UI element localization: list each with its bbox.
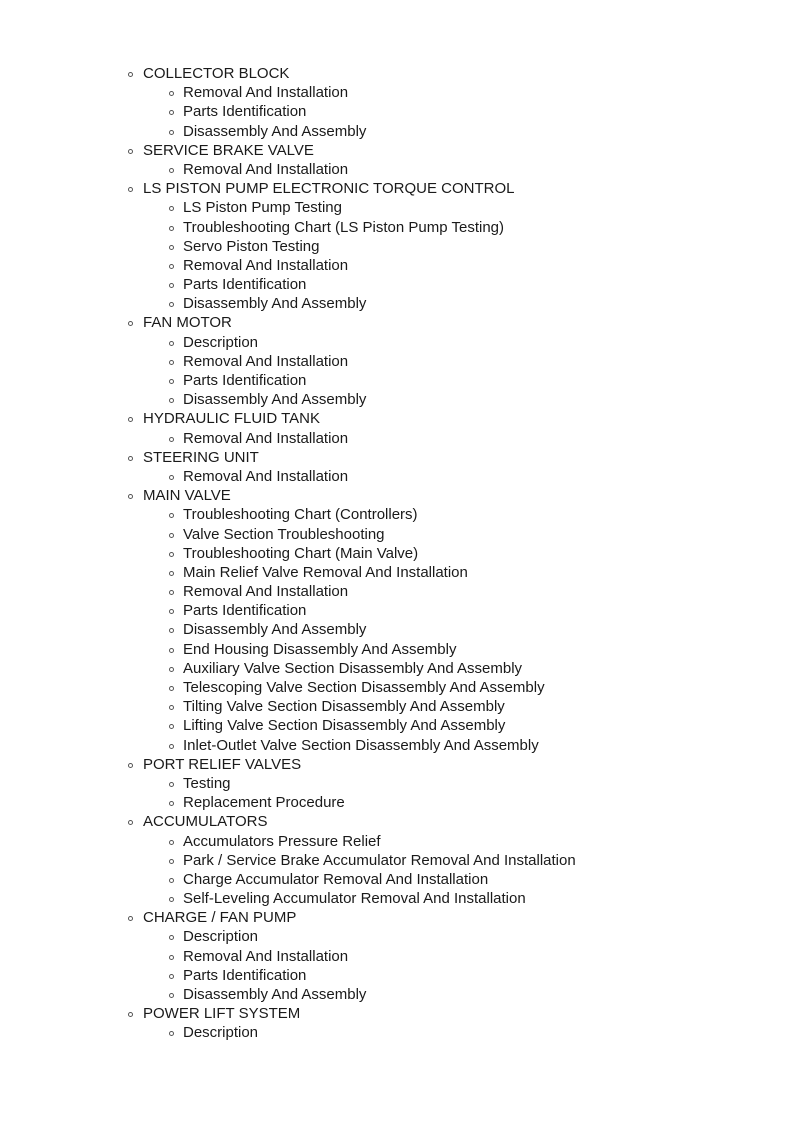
- circle-bullet-icon: [128, 820, 133, 825]
- toc-item-label: Replacement Procedure: [183, 794, 345, 812]
- toc-subsection: [0, 333, 794, 352]
- toc-item-label: CHARGE / FAN PUMP: [143, 909, 297, 927]
- toc-item-label: Tilting Valve Section Disassembly And Assembly: [183, 698, 505, 716]
- toc-subsection: [0, 160, 794, 179]
- toc-item-label: Description: [183, 928, 259, 946]
- circle-bullet-icon: [169, 609, 174, 614]
- toc-item-label: Disassembly And Assembly: [183, 391, 367, 409]
- toc-subsection: [0, 851, 794, 870]
- table-of-contents: [0, 64, 794, 1043]
- toc-subsection: [0, 505, 794, 524]
- toc-item-label: Troubleshooting Chart (Main Valve): [183, 544, 419, 562]
- toc-item-label: Parts Identification: [183, 276, 307, 294]
- toc-subsection: [0, 83, 794, 102]
- toc-section: [0, 486, 794, 505]
- toc-subsection: [0, 371, 794, 390]
- toc-item-label: Description: [183, 333, 259, 351]
- toc-subsection: [0, 640, 794, 659]
- circle-bullet-icon: [169, 206, 174, 211]
- toc-subsection: [0, 736, 794, 755]
- circle-bullet-icon: [169, 1031, 174, 1036]
- toc-item-label: Removal And Installation: [183, 160, 349, 178]
- toc-item-label: SERVICE BRAKE VALVE: [143, 141, 314, 159]
- circle-bullet-icon: [169, 648, 174, 653]
- toc-item-label: Auxiliary Valve Section Disassembly And Assembly: [183, 659, 523, 677]
- toc-subsection: [0, 832, 794, 851]
- toc-subsection: [0, 544, 794, 563]
- toc-section: [0, 313, 794, 332]
- circle-bullet-icon: [169, 475, 174, 480]
- toc-item-label: Troubleshooting Chart (LS Piston Pump Testing): [183, 218, 504, 236]
- toc-item-label: Disassembly And Assembly: [183, 295, 367, 313]
- circle-bullet-icon: [169, 533, 174, 538]
- toc-section: [0, 141, 794, 160]
- circle-bullet-icon: [169, 379, 174, 384]
- toc-item-label: Telescoping Valve Section Disassembly And Assembly: [183, 679, 545, 696]
- toc-subsection: [0, 429, 794, 448]
- circle-bullet-icon: [169, 226, 174, 231]
- toc-subsection: [0, 237, 794, 256]
- toc-item-label: Removal And Installation: [183, 256, 349, 274]
- circle-bullet-icon: [169, 744, 174, 749]
- toc-item-label: FAN MOTOR: [143, 314, 232, 332]
- toc-subsection: [0, 352, 794, 371]
- toc-item-label: Parts Identification: [183, 602, 307, 620]
- circle-bullet-icon: [128, 187, 133, 192]
- circle-bullet-icon: [169, 283, 174, 288]
- circle-bullet-icon: [169, 302, 174, 307]
- toc-item-label: STEERING UNIT: [143, 448, 259, 466]
- toc-item-label: ACCUMULATORS: [143, 813, 268, 831]
- toc-item-label: Removal And Installation: [183, 467, 349, 485]
- circle-bullet-icon: [169, 935, 174, 940]
- toc-item-label: Removal And Installation: [183, 947, 349, 965]
- circle-bullet-icon: [169, 513, 174, 518]
- circle-bullet-icon: [169, 341, 174, 346]
- toc-item-label: Testing: [183, 774, 231, 792]
- toc-item-label: Parts Identification: [183, 103, 307, 121]
- toc-subsection: [0, 390, 794, 409]
- toc-item-label: Troubleshooting Chart (Controllers): [183, 506, 418, 524]
- circle-bullet-icon: [169, 667, 174, 672]
- toc-subsection: [0, 927, 794, 946]
- circle-bullet-icon: [169, 110, 174, 115]
- circle-bullet-icon: [128, 494, 133, 499]
- toc-item-label: Inlet-Outlet Valve Section Disassembly And Assembly: [183, 736, 539, 754]
- toc-item-label: Disassembly And Assembly: [183, 986, 367, 1003]
- toc-item-label: Valve Section Troubleshooting: [183, 525, 385, 543]
- toc-item-label: Removal And Installation: [183, 84, 349, 102]
- toc-item-label: Servo Piston Testing: [183, 237, 320, 255]
- circle-bullet-icon: [169, 91, 174, 96]
- toc-subsection: [0, 601, 794, 620]
- toc-item-label: Charge Accumulator Removal And Installation: [183, 870, 489, 888]
- toc-item-label: MAIN VALVE: [143, 487, 231, 505]
- circle-bullet-icon: [169, 724, 174, 729]
- circle-bullet-icon: [169, 705, 174, 710]
- toc-item-label: PORT RELIEF VALVES: [143, 755, 302, 773]
- circle-bullet-icon: [128, 1012, 133, 1017]
- toc-item-label: COLLECTOR BLOCK: [143, 65, 290, 82]
- toc-subsection: [0, 256, 794, 275]
- circle-bullet-icon: [128, 456, 133, 461]
- toc-item-label: Disassembly And Assembly: [183, 621, 367, 639]
- toc-subsection: [0, 889, 794, 908]
- circle-bullet-icon: [169, 955, 174, 960]
- toc-subsection: [0, 525, 794, 544]
- circle-bullet-icon: [169, 245, 174, 250]
- circle-bullet-icon: [169, 628, 174, 633]
- toc-subsection: [0, 966, 794, 985]
- circle-bullet-icon: [169, 801, 174, 806]
- toc-item-label: LS Piston Pump Testing: [183, 199, 342, 217]
- circle-bullet-icon: [169, 437, 174, 442]
- toc-subsection: [0, 1023, 794, 1042]
- circle-bullet-icon: [128, 916, 133, 921]
- circle-bullet-icon: [169, 130, 174, 135]
- toc-subsection: [0, 563, 794, 582]
- circle-bullet-icon: [169, 993, 174, 998]
- toc-subsection: [0, 697, 794, 716]
- toc-item-label: Parts Identification: [183, 372, 307, 389]
- circle-bullet-icon: [169, 878, 174, 883]
- toc-item-label: LS PISTON PUMP ELECTRONIC TORQUE CONTROL: [143, 180, 515, 198]
- toc-subsection: [0, 294, 794, 313]
- toc-item-label: Removal And Installation: [183, 583, 349, 601]
- circle-bullet-icon: [169, 264, 174, 269]
- toc-section: [0, 409, 794, 428]
- circle-bullet-icon: [169, 360, 174, 365]
- circle-bullet-icon: [128, 149, 133, 154]
- toc-subsection: [0, 659, 794, 678]
- circle-bullet-icon: [169, 590, 174, 595]
- toc-subsection: [0, 102, 794, 121]
- toc-subsection: [0, 582, 794, 601]
- circle-bullet-icon: [169, 840, 174, 845]
- toc-subsection: [0, 870, 794, 889]
- toc-item-label: End Housing Disassembly And Assembly: [183, 640, 457, 658]
- toc-item-label: Self-Leveling Accumulator Removal And Installation: [183, 890, 526, 908]
- toc-item-label: Lifting Valve Section Disassembly And Assembly: [183, 717, 506, 735]
- toc-subsection: [0, 985, 794, 1004]
- toc-item-label: Main Relief Valve Removal And Installation: [183, 563, 468, 581]
- toc-section: [0, 908, 794, 927]
- toc-subsection: [0, 774, 794, 793]
- toc-subsection: [0, 198, 794, 217]
- toc-item-label: HYDRAULIC FLUID TANK: [143, 410, 320, 428]
- toc-section: [0, 1004, 794, 1023]
- toc-subsection: [0, 218, 794, 237]
- toc-item-label: Park / Service Brake Accumulator Removal And Installation: [183, 851, 576, 869]
- circle-bullet-icon: [128, 72, 133, 77]
- toc-section: [0, 64, 794, 83]
- circle-bullet-icon: [169, 398, 174, 403]
- toc-item-label: Parts Identification: [183, 966, 307, 984]
- circle-bullet-icon: [169, 974, 174, 979]
- circle-bullet-icon: [169, 859, 174, 864]
- circle-bullet-icon: [169, 168, 174, 173]
- toc-subsection: [0, 716, 794, 735]
- toc-subsection: [0, 620, 794, 639]
- circle-bullet-icon: [169, 897, 174, 902]
- toc-subsection: [0, 793, 794, 812]
- circle-bullet-icon: [169, 782, 174, 787]
- circle-bullet-icon: [128, 763, 133, 768]
- circle-bullet-icon: [128, 417, 133, 422]
- toc-section: [0, 448, 794, 467]
- toc-subsection: [0, 122, 794, 141]
- toc-subsection: [0, 467, 794, 486]
- toc-section: [0, 812, 794, 831]
- toc-item-label: POWER LIFT SYSTEM: [143, 1005, 301, 1023]
- toc-item-label: Accumulators Pressure Relief: [183, 832, 381, 850]
- toc-section: [0, 755, 794, 774]
- toc-subsection: [0, 275, 794, 294]
- circle-bullet-icon: [169, 571, 174, 576]
- toc-item-label: Description: [183, 1024, 259, 1042]
- toc-subsection: [0, 947, 794, 966]
- circle-bullet-icon: [128, 321, 133, 326]
- toc-subsection: [0, 678, 794, 697]
- toc-item-label: Removal And Installation: [183, 352, 349, 370]
- circle-bullet-icon: [169, 686, 174, 691]
- toc-section: [0, 179, 794, 198]
- toc-item-label: Disassembly And Assembly: [183, 122, 367, 140]
- toc-item-label: Removal And Installation: [183, 429, 349, 447]
- circle-bullet-icon: [169, 552, 174, 557]
